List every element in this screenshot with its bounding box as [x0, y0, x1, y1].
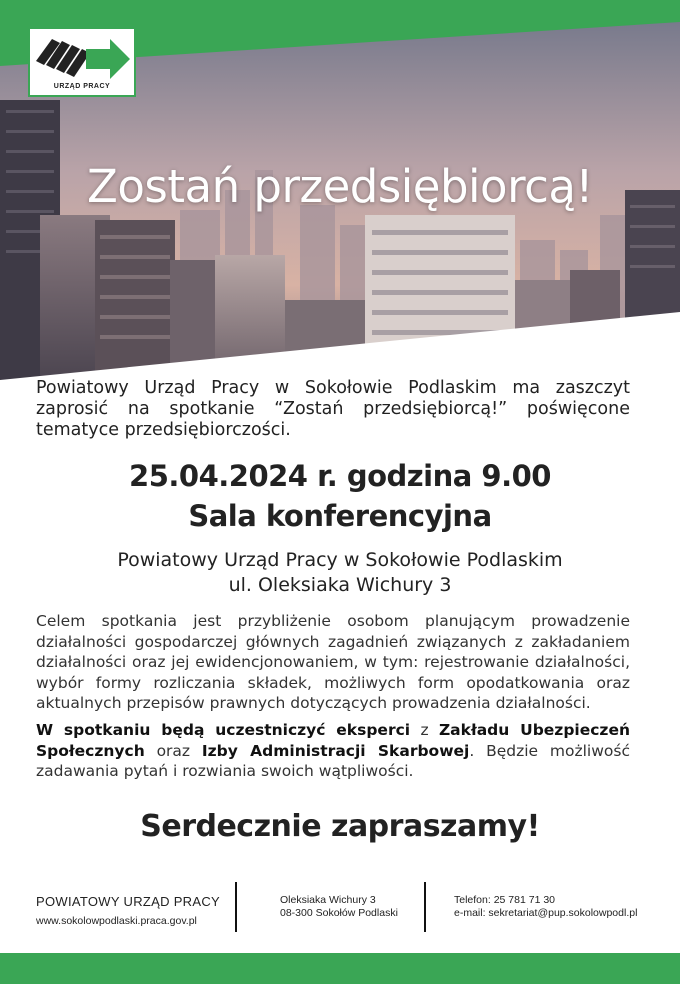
folders-arrow-icon: [30, 31, 134, 83]
footer-address-street: Oleksiaka Wichury 3: [280, 894, 376, 906]
footer-organization: [36, 894, 220, 927]
venue-name: Powiatowy Urząd Pracy w Sokołowie Podlaskim: [117, 549, 563, 571]
footer-address: [280, 894, 398, 920]
bottom-green-bar: [0, 953, 680, 984]
venue-address: ul. Oleksiaka Wichury 3: [228, 574, 452, 596]
footer-divider: [235, 882, 237, 932]
description-paragraph: Celem spotkania jest przybliżenie osobom planującym prowadzenie działalności gospodarczej głównych zagadnień związanych z zakładaniem działalności oraz jej ewidencjonowaniem, w tym: rejestrowanie działalności, wybór formy rozliczania składek, możliwych form opodatkowania oraz aktualnych przepisów prawnych dotyczących prowadzenia działalności.: [36, 612, 630, 712]
event-date: 25.04.2024 r. godzina 9.00: [129, 459, 551, 493]
hero-title: Zostań przedsiębiorcą!: [87, 160, 593, 213]
urzad-pracy-logo: [28, 27, 136, 97]
footer-contact: [454, 894, 637, 920]
footer-email-link[interactable]: e-mail: sekretariat@pup.sokolowpodl.pl: [454, 907, 638, 919]
event-venue: [0, 548, 680, 598]
zus-name: Zakładu Ubezpieczeń Społecznych: [36, 721, 630, 760]
experts-lead: W spotkaniu będą uczestniczyć eksperci: [36, 721, 411, 739]
intro-paragraph: Powiatowy Urząd Pracy w Sokołowie Podlaskim ma zaszczyt zaprosić na spotkanie “Zostań przedsiębiorcą!” poświęcone tematyce przedsiębiorczości.: [36, 378, 630, 440]
experts-text: . Będzie możliwość zadawania pytań i rozwiania swoich wątpliwości.: [36, 741, 630, 780]
footer-divider: [424, 882, 426, 932]
footer-website-link[interactable]: www.sokolowpodlaski.praca.gov.pl: [36, 915, 197, 927]
footer-address-city: 08-300 Sokołów Podlaski: [280, 907, 398, 919]
logo-text: URZĄD PRACY: [53, 83, 111, 90]
footer-org-name: POWIATOWY URZĄD PRACY: [36, 894, 220, 909]
closing-invitation: Serdecznie zapraszamy!: [140, 809, 540, 844]
experts-text: oraz: [144, 741, 202, 760]
footer-phone: Telefon: 25 781 71 30: [454, 894, 556, 906]
experts-text: z: [410, 721, 439, 739]
kas-name: Izby Administracji Skarbowej: [201, 741, 470, 760]
experts-paragraph: [36, 720, 630, 782]
footer: [0, 878, 680, 938]
event-room: Sala konferencyjna: [188, 499, 492, 533]
